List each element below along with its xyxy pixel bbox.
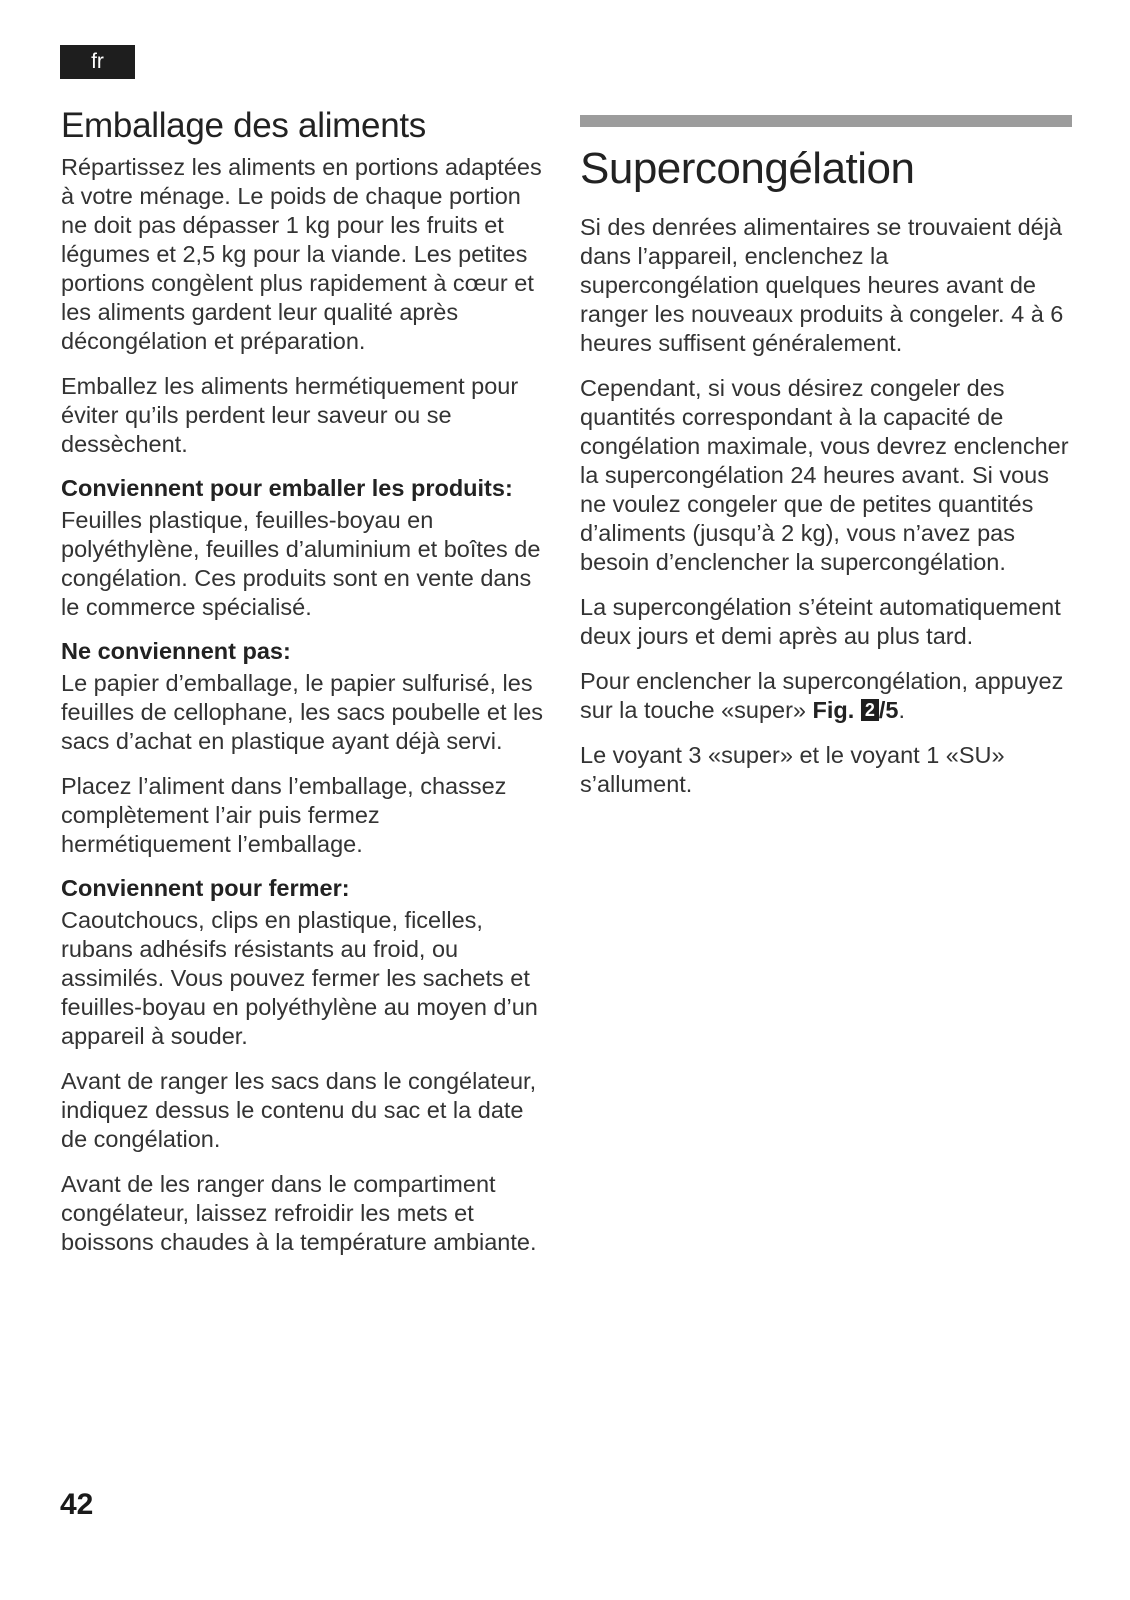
paragraph-with-figure-ref bbox=[580, 667, 1072, 725]
paragraph: Caoutchoucs, clips en plastique, ficelles, rubans adhésifs résistants au froid, ou assimilés. Vous pouvez fermer les sachets et feuilles-boyau en polyéthylène au moyen d’un appareil à souder. bbox=[61, 907, 538, 1049]
paragraph: Répartissez les aliments en portions adaptées à votre ménage. Le poids de chaque portion ne doit pas dépasser 1 kg pour les fruits et légumes et 2,5 kg pour la viande. Les petites portions congèlent plus rapidement à cœur et les aliments gardent leur qualité après décongélation et préparation. bbox=[61, 154, 542, 354]
paragraph: Feuilles plastique, feuilles-boyau en polyéthylène, feuilles d’aluminium et boîtes de congélation. Ces produits sont en vente dans le commerce spécialisé. bbox=[61, 507, 541, 620]
section-title-packaging: Emballage des aliments bbox=[61, 106, 426, 145]
subheading-suitable-packaging: Conviennent pour emballer les produits: bbox=[61, 475, 513, 501]
paragraph: Le voyant 3 «super» et le voyant 1 «SU» s’allument. bbox=[580, 742, 1005, 797]
paragraph-text: Pour enclencher la supercongélation, appuyez sur la touche «super» bbox=[580, 668, 1064, 723]
paragraph-end: . bbox=[898, 697, 906, 723]
right-column bbox=[580, 115, 1072, 815]
section-title-supercongelation: Supercongélation bbox=[580, 144, 915, 193]
subheading-suitable-closing: Conviennent pour fermer: bbox=[61, 875, 350, 901]
language-badge: fr bbox=[60, 45, 135, 79]
paragraph: Avant de les ranger dans le compartiment congélateur, laissez refroidir les mets et boissons chaudes à la température ambiante. bbox=[61, 1171, 537, 1255]
paragraph: La supercongélation s’éteint automatiquement deux jours et demi après au plus tard. bbox=[580, 594, 1061, 649]
paragraph: Si des denrées alimentaires se trouvaient déjà dans l’appareil, enclenchez la supercongélation quelques heures avant de ranger les nouveaux produits à congeler. 4 à 6 heures suffisent généralement. bbox=[580, 214, 1064, 356]
paragraph: Placez l’aliment dans l’emballage, chassez complètement l’air puis fermez hermétiquement l’emballage. bbox=[61, 773, 507, 857]
paragraph: Le papier d’emballage, le papier sulfurisé, les feuilles de cellophane, les sacs poubelle et les sacs d’achat en plastique ayant déjà servi. bbox=[61, 670, 544, 754]
paragraph: Emballez les aliments hermétiquement pour éviter qu’ils perdent leur saveur ou se dessèchent. bbox=[61, 373, 519, 457]
left-column bbox=[61, 105, 551, 1273]
section-divider bbox=[580, 115, 1072, 127]
subheading-not-suitable: Ne conviennent pas: bbox=[61, 638, 291, 664]
figure-number-badge: 2 bbox=[861, 699, 879, 721]
page-number: 42 bbox=[60, 1488, 94, 1521]
figure-item: /5 bbox=[878, 697, 899, 723]
paragraph: Cependant, si vous désirez congeler des quantités correspondant à la capacité de congélation maximale, vous devrez enclencher la supercongélation 24 heures avant. Si vous ne voulez congeler que de petites quantités d’aliments (jusqu’à 2 kg), vous n’avez pas besoin d’enclencher la supercongélation. bbox=[580, 375, 1069, 575]
figure-label: Fig. bbox=[812, 697, 855, 723]
paragraph: Avant de ranger les sacs dans le congélateur, indiquez dessus le contenu du sac et la date de congélation. bbox=[61, 1068, 537, 1152]
